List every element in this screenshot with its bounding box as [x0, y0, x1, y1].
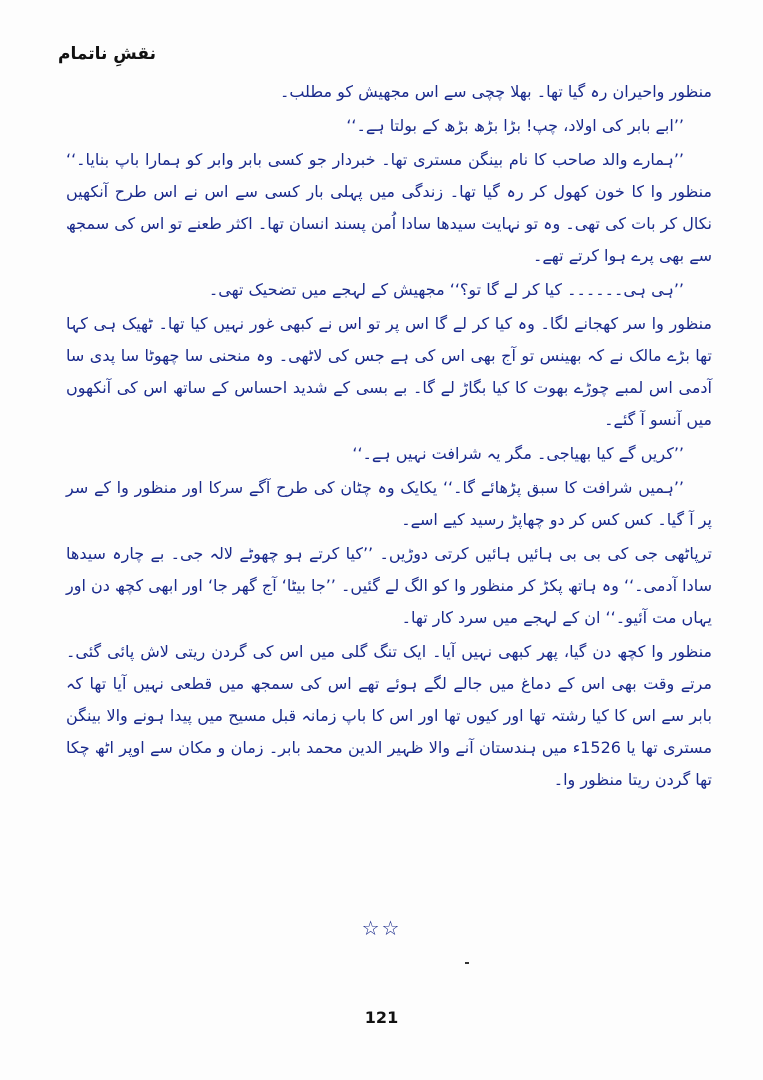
paragraph: منظور وا کچھ دن گیا، پھر کبھی نہیں آیا۔ ایک تنگ گلی میں اس کی گردن ریتی لاش پائی گئی۔ مرتے وقت بھی اس کے دماغ میں جالے لگے ہوئے تھے اس کی سمجھ میں قطعی نہیں آیا تھا کہ بابر سے اس کا کیا رشتہ تھا اور کیوں تھا اور اس کا باپ زمانہ قبل مسیح میں پیدا ہونے والا بینگن مستری تھا یا 1526ء میں ہندستان آنے والا ظہیر الدین محمد بابر۔ زمان و مکان سے اوپر اٹھ چکا تھا گردن ریتا منظور وا۔	[66, 642, 713, 789]
page-number: 121	[364, 1008, 399, 1027]
paragraph: ترپاٹھی جی کی بی بی ہائیں ہائیں کرتی دوڑیں۔ ’’کیا کرتے ہو چھوٹے لالہ جی۔ بے چارہ سیدھا سادا آدمی۔‘‘ وہ ہاتھ پکڑ کر منظور وا کو الگ لے گئیں۔ ’’جا بیٹا‘ آج گھر جا‘ اور ابھی کچھ دن اور یہاں مت آئیو۔‘‘ ان کے لہجے میں سرد کار تھا۔	[66, 544, 712, 627]
paragraph: ’’ہمارے والد صاحب کا نام بینگن مستری تھا۔ خبردار جو کسی بابر وابر کو ہمارا باپ بنایا۔‘‘ منظور وا کا خون کھول کر رہ گیا تھا۔ زندگی میں پہلی بار کسی سے اس نے اس طرح آنکھیں نکال کر بات کی تھی۔ وہ تو نہایت سیدھا سادا اُمن پسند انسان تھا۔ اکثر طعنے تو اس کی سمجھ سے بھی پرے ہوا کرتے تھے۔	[66, 150, 712, 265]
paragraph: ’’ہی ہی۔۔۔۔۔۔ کیا کر لے گا تو؟‘‘ مجھیش کے لہجے میں تضحیک تھی۔	[208, 280, 684, 299]
paragraph: منظور وا سر کھجانے لگا۔ وہ کیا کر لے گا اس پر تو اس نے کبھی غور نہیں کیا تھا۔ ٹھیک ہی کہا تھا بڑے مالک نے کہ بھینس تو آج بھی اس کی ہے جس کی لاٹھی۔ وہ منحنی سا چھوٹا سا پدی سا آدمی اس لمبے چوڑے بھوت کا کیا بگاڑ لے گا۔ بے بسی کے شدید احساس کے ساتھ اس کی آنکھوں میں آنسو آ گئے۔	[66, 314, 712, 429]
paragraph: منظور واحیران رہ گیا تھا۔ بھلا چچی سے اس مجھیش کو مطلب۔	[279, 82, 712, 101]
stray-mark	[465, 962, 469, 964]
paragraph: ’’ابے بابر کی اولاد، چپ! بڑا بڑھ بڑھ کے بولتا ہے۔‘‘	[346, 116, 684, 135]
paragraph: ’’ہمیں شرافت کا سبق پڑھائے گا۔‘‘ یکایک وہ چٹان کی طرح آگے سرکا اور منظور وا کے سر پر آ گیا۔ کس کس کر دو چھاپڑ رسید کیے اسے۔	[66, 478, 712, 529]
page-body	[66, 76, 712, 798]
paragraph: ’’کریں گے کیا بھیاجی۔ مگر یہ شرافت نہیں ہے۔‘‘	[352, 444, 684, 463]
running-header: نقشِ ناتمام	[58, 44, 156, 64]
section-end-stars-icon: ☆☆	[361, 916, 402, 940]
